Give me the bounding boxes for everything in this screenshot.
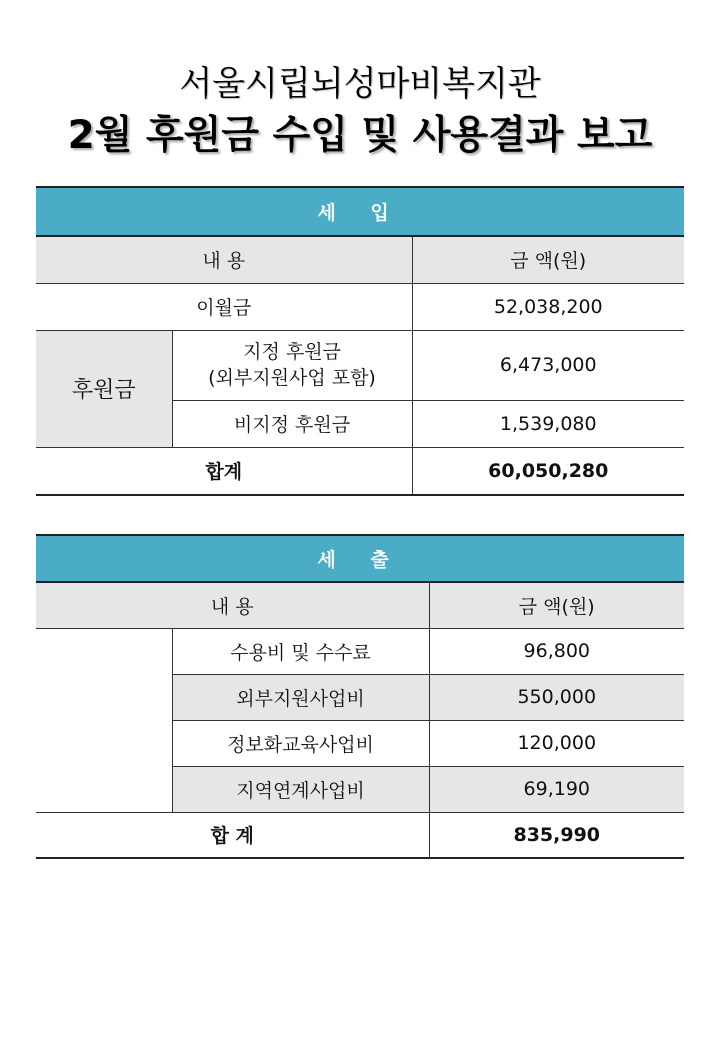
carryover-label: 이월금 [36,283,412,330]
expense-header: 세 출 [36,535,684,582]
expense-item-amount: 69,190 [429,766,684,812]
expense-col-amount: 금 액(원) [429,582,684,628]
expense-item-amount: 120,000 [429,720,684,766]
expense-total-label: 합 계 [36,812,429,858]
designated-amount: 6,473,000 [412,330,684,400]
income-header: 세 입 [36,187,684,236]
expense-category-blank [36,628,172,812]
carryover-amount: 52,038,200 [412,283,684,330]
designated-label [172,330,412,400]
income-col-amount: 금 액(원) [412,236,684,283]
expense-item-amount: 96,800 [429,628,684,674]
report-org-title: 서울시립뇌성마비복지관 [179,64,541,104]
expense-item-label: 수용비 및 수수료 [172,628,429,674]
expense-col-content: 내 용 [36,582,429,628]
designated-label-line2: (외부지원사업 포함) [208,367,376,389]
income-total-amount: 60,050,280 [412,447,684,495]
income-col-content: 내 용 [36,236,412,283]
expense-item-label: 지역연계사업비 [172,766,429,812]
income-table [36,186,684,496]
undesignated-label: 비지정 후원금 [172,400,412,447]
expense-item-amount: 550,000 [429,674,684,720]
expense-item-label: 정보화교육사업비 [172,720,429,766]
expense-item-label: 외부지원사업비 [172,674,429,720]
expense-table [36,534,684,859]
undesignated-amount: 1,539,080 [412,400,684,447]
designated-label-line1: 지정 후원금 [243,341,341,363]
report-title: 2월 후원금 수입 및 사용결과 보고 [67,113,653,158]
donation-label: 후원금 [36,330,172,447]
expense-total-amount: 835,990 [429,812,684,858]
income-total-label: 합계 [36,447,412,495]
